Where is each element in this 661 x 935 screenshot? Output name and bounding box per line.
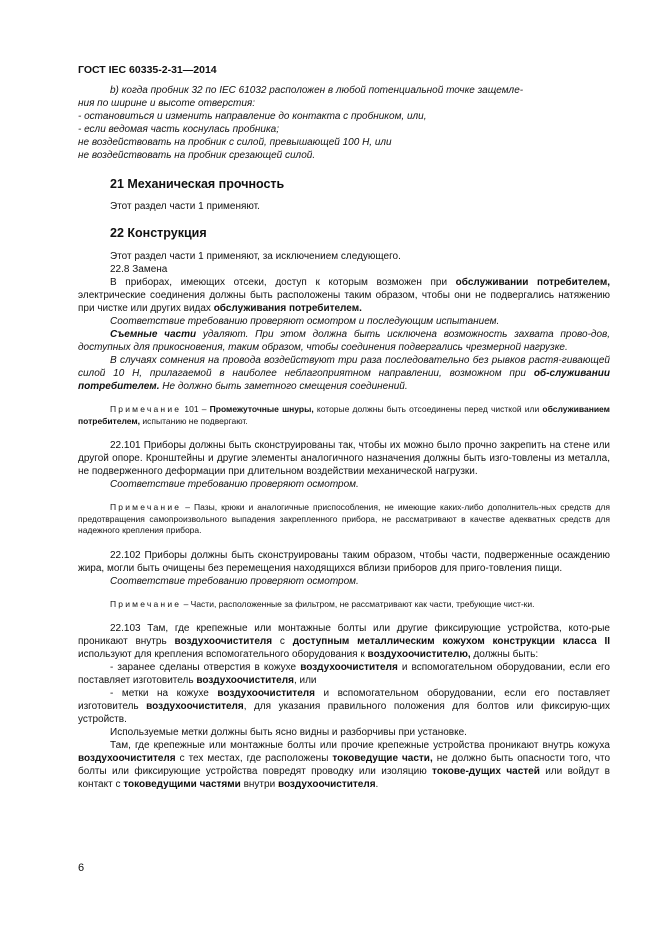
subsection-22-8: 22.8 Замена [110, 264, 168, 275]
section-21-text: Этот раздел части 1 применяют. [110, 201, 260, 212]
paragraph-22-8-1: В приборах, имеющих отсеки, доступ к которым возможен при обслуживании потребителем, электрические соединения должны быть расположены таким образом, чтобы они не подвергались натяжению при чистке или других видах обслуживания потребителем. [78, 277, 610, 314]
section-21-heading: 21 Механическая прочность [110, 177, 285, 191]
intro-line-3: не воздействовать на пробник с силой, превышающей 100 Н, или [78, 137, 392, 148]
section-22-intro: Этот раздел части 1 применяют, за исключением следующего. [110, 251, 401, 262]
clause-22-103: 22.103 Там, где крепежные или монтажные болты или другие фиксирующие устройства, кото-рые проникают внутрь воздухоочистителя с доступным металлическим кожухом конструкции класса II используют для крепления вспомогательного оборудования к воздухоочистителю, должны быть: [78, 623, 611, 660]
intro-item-b: b) когда пробник 32 по IEC 61032 расположен в любой потенциальной точке защемле- ния по ширине и высоте отверстия: [78, 85, 524, 109]
intro-line-4: не воздействовать на пробник срезающей силой. [78, 150, 316, 161]
paragraph-22-8-3: В случаях сомнения на провода воздействуют три раза последовательно без рывков растя-гивающей силой 10 Н, прилагаемой в наиболее неблагоприятном направлении, возможном при об-служивании потребителем. Не должно быть заметного смещения соединений. [78, 355, 610, 392]
intro-line-1: - остановиться и изменить направление до контакта с пробником, или, [78, 111, 427, 122]
compliance-22-102: Соответствие требованию проверяют осмотром. [110, 575, 359, 587]
list-item-holes: - заранее сделаны отверстия в кожухе воздухоочистителя и вспомогательном оборудовании, если его поставляет изготовитель воздухоочистителя, или [78, 662, 610, 686]
note-101: Примечание 101 – Промежуточные шнуры, которые должны быть отсоединены перед чисткой или обслуживанием потребителем, испытанию не подвергают. [78, 404, 610, 426]
note-22-101: Примечание – Пазы, крюки и аналогичные приспособления, не имеющие каких-либо дополнитель-ных средств для предотвращения самопроизвольного выпадения закрепленного прибора, не рассматривают в качестве адекватных средств для надежного крепления прибора. [78, 502, 610, 535]
clause-22-103-live-parts: Там, где крепежные или монтажные болты или прочие крепежные устройства проникают внутрь кожуха воздухоочистителя с тех местах, где расположены токоведущие части, не должно быть опасности того, что болты или фиксирующие устройства повредят проводку или изоляцию токове-дущих частей или войдут в контакт с токоведущими частями внутри воздухоочистителя. [78, 740, 611, 790]
paragraph-22-8-2: Съемные части удаляют. При этом должна быть исключена возможность захвата прово-дов, доступных для прикосновения, таким образом, чтобы соединения подвергались чрезмерной нагрузке. [78, 329, 611, 353]
clause-22-101: 22.101 Приборы должны быть сконструированы так, чтобы их можно было прочно закрепить на стене или другой опоре. Кронштейны и другие элементы аналогичного назначения должны быть изго-товлены из металла, не подверженного деформации при длительном воздействии механической нагрузки. [78, 440, 610, 477]
page-number: 6 [78, 862, 85, 874]
standard-header: ГОСТ IEC 60335-2-31—2014 [78, 64, 217, 76]
clause-22-102: 22.102 Приборы должны быть сконструированы таким образом, чтобы части, подверженные осаждению жира, могли быть очищены без перемещения находящихся вблизи приборов для приго-товления пищи. [78, 549, 610, 574]
section-22-heading: 22 Конструкция [110, 226, 207, 240]
intro-block [78, 84, 610, 162]
compliance-22-101: Соответствие требованию проверяют осмотром. [110, 479, 359, 490]
marks-visibility-text: Используемые метки должны быть ясно видны и разборчивы при установке. [110, 727, 467, 738]
page-content [78, 84, 610, 791]
note-22-102: Примечание – Части, расположенные за фильтром, не рассматривают как части, требующие чист-ки. [110, 598, 535, 609]
compliance-22-8: Соответствие требованию проверяют осмотром и последующим испытанием. [110, 316, 500, 327]
list-item-marks: - метки на кожухе воздухоочистителя и вспомогательном оборудовании, если его поставляет изготовитель воздухоочистителя, для указания правильного положения для болтов или фиксирую-щих устройств. [78, 688, 611, 725]
intro-line-2: - если ведомая часть коснулась пробника; [78, 124, 280, 135]
